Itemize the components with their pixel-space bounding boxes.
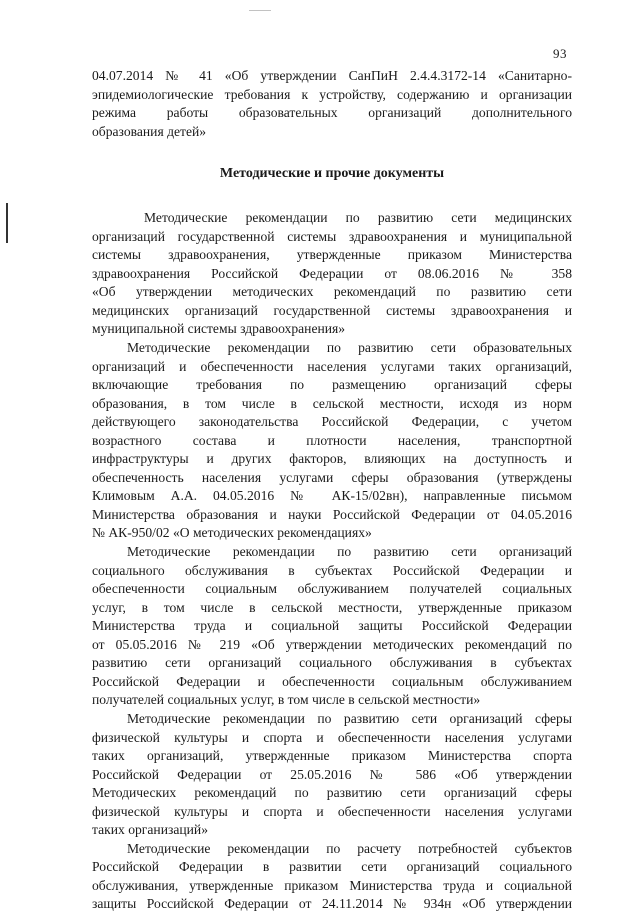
text-line: Климовым А.А. 04.05.2016 № АК-15/02вн), направленные письмом: [92, 488, 572, 504]
text-line: включающие требования по размещению организаций сферы: [92, 377, 572, 393]
text-line: социального обслуживания в субъектах Российской Федерации и: [92, 562, 572, 578]
text-line: физической культуры и спорта и обеспеченности населения услугами: [92, 729, 572, 745]
text-line: системы здравоохранения, утвержденные приказом Министерства: [92, 247, 572, 263]
text-line: Министерства образования и науки Российской Федерации от 04.05.2016: [92, 506, 572, 522]
text-line: получателей социальных услуг, в том числе в сельской местности»: [92, 692, 481, 708]
scan-artifact-mark: [249, 10, 271, 11]
text-line: здравоохранения Российской Федерации от 08.06.2016 № 358: [92, 265, 572, 281]
text-line: Российской Федерации от 25.05.2016 № 586 «Об утверждении: [92, 766, 572, 782]
text-line: образования детей»: [92, 123, 207, 139]
text-line: Методических рекомендаций по развитию сети организаций сферы: [92, 785, 572, 801]
text-line: 04.07.2014 № 41 «Об утверждении СанПиН 2.4.4.3172-14 «Санитарно-: [92, 68, 572, 83]
paragraph-medical-network: [92, 209, 572, 339]
text-line: образования, в том числе в сельской местности, исходя из норм: [92, 395, 572, 411]
text-line: организаций и обеспеченности населения услугами таких организаций,: [92, 358, 572, 374]
text-line: медицинских организаций государственной системы здравоохранения и: [92, 302, 572, 318]
text-line: режима работы образовательных организаций дополнительного: [92, 105, 572, 121]
text-line: Министерства труда и социальной защиты Российской Федерации: [92, 618, 572, 634]
document-body: [92, 67, 572, 914]
text-line: возрастного состава и плотности населения, транспортной: [92, 432, 572, 448]
text-line: действующего законодательства Российской Федерации, с учетом: [92, 414, 572, 430]
text-line: таких организаций, утвержденные приказом Министерства спорта: [92, 748, 572, 764]
text-line: Методические рекомендации по развитию сети медицинских: [144, 210, 572, 226]
text-line: № АК-950/02 «О методических рекомендациях»: [92, 525, 372, 541]
text-line: защиты Российской Федерации от 24.11.2014 № 934н «Об утверждении: [92, 896, 572, 912]
text-line: муниципальной системы здравоохранения»: [92, 321, 346, 337]
text-line: таких организаций»: [92, 822, 208, 838]
text-line: обеспеченность населения услугами сферы образования (утверждены: [92, 469, 572, 485]
section-heading: Методические и прочие документы: [219, 166, 445, 182]
text-line: обеспеченности социальным обслуживанием получателей социальных: [92, 581, 572, 597]
text-line: эпидемиологические требования к устройству, содержанию и организации: [92, 86, 572, 102]
text-line: обслуживания, утвержденные приказом Министерства труда и социальной: [92, 877, 572, 893]
intro-paragraph: [92, 67, 572, 141]
text-line: инфраструктуры и других факторов, влияющих на доступность и: [92, 451, 572, 467]
text-line: физической культуры и спорта и обеспеченности населения услугами: [92, 803, 572, 819]
text-line: организаций государственной системы здравоохранения и муниципальной: [92, 228, 572, 244]
margin-marker-bar: [6, 203, 8, 243]
paragraph-social-needs-calculation: [92, 840, 572, 914]
paragraph-education-network: [92, 339, 572, 543]
text-line: услуг, в том числе в сельской местности, утвержденные приказом: [92, 599, 572, 615]
text-line: Методические рекомендации по расчету потребностей субъектов: [127, 840, 572, 856]
text-line: Российской Федерации и обеспеченности социальным обслуживанием: [92, 673, 572, 689]
text-line: Российской Федерации в развитии сети организаций социального: [92, 859, 572, 875]
text-line: «Об утверждении методических рекомендаций по развитию сети: [92, 284, 572, 300]
text-line: от 05.05.2016 № 219 «Об утверждении методических рекомендаций по: [92, 636, 572, 652]
text-line: развитию сети организаций социального обслуживания в субъектах: [92, 655, 572, 671]
paragraph-social-service-network: [92, 543, 572, 710]
text-line: Методические рекомендации по развитию сети образовательных: [127, 340, 572, 356]
text-line: Методические рекомендации по развитию сети организаций: [127, 544, 572, 560]
page-number: 93: [553, 46, 567, 61]
paragraph-sports-network: [92, 710, 572, 840]
text-line: Методические рекомендации по развитию сети организаций сферы: [127, 710, 572, 726]
